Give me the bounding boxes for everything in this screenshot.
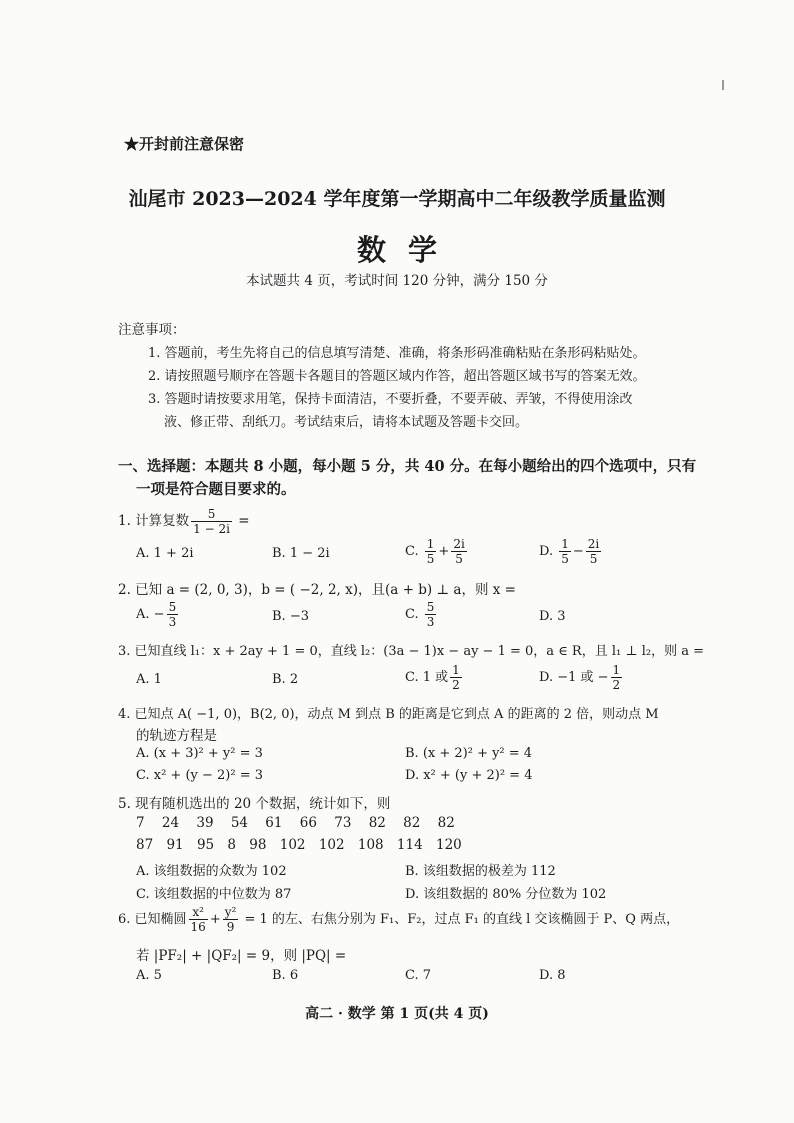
note-item: 2. 请按照题号顺序在答题卡各题目的答题区域内作答，超出答题区域书写的答案无效。 bbox=[148, 369, 646, 384]
exam-title: 汕尾市 2023—2024 学年度第一学期高中二年级教学质量监测 bbox=[128, 188, 666, 210]
question-4-continued: 的轨迹方程是 bbox=[136, 728, 217, 744]
question-1: 1. 计算复数 $\frac{5}{1 - 2i}$ = bbox=[118, 507, 250, 536]
q5-option-d: D. 该组数据的 80% 分位数为 102 bbox=[405, 887, 607, 902]
q5-option-b: B. 该组数据的极差为 112 bbox=[405, 864, 556, 879]
note-item: 1. 答题前，考生先将自己的信息填写清楚、准确，将条形码准确粘贴在条形码粘贴处。 bbox=[148, 346, 646, 361]
fraction: $\frac{5}{1 - 2i}$ bbox=[193, 507, 230, 536]
question-3: 3. 已知直线 l₁：x + 2ay + 1 = 0，直线 l₂：(3a − 1)x − ay − 1 = 0，a ∈ R，且 l₁ ⊥ l₂，则 a = bbox=[118, 644, 704, 659]
section-heading-continued: 一项是符合题目要求的。 bbox=[136, 481, 296, 498]
data-row: 7 24 39 54 61 66 73 82 82 82 bbox=[136, 815, 455, 831]
question-6-continued: 若 |PF₂| + |QF₂| = 9，则 |PQ| = bbox=[136, 948, 347, 964]
question-1-stem: 1. 计算复数 bbox=[118, 513, 190, 529]
notes-heading: 注意事项： bbox=[118, 322, 186, 338]
data-row: 87 91 95 8 98 102 102 108 114 120 bbox=[136, 837, 462, 853]
note-item: 3. 答题时请按要求用笔，保持卡面清洁，不要折叠，不要弄破、弄皱，不得使用涂改 bbox=[148, 392, 633, 407]
q4-option-d: D. x² + (y + 2)² = 4 bbox=[405, 768, 533, 783]
q6-option-d: D. 8 bbox=[539, 968, 566, 983]
q4-option-c: C. x² + (y − 2)² = 3 bbox=[136, 768, 264, 783]
question-6: 6. 已知椭圆 $\frac{\text{x²}}{16}$ + $\frac{\text{y²}}{9}$ = 1 的左、右焦分别为 F₁、F₂，过点 F₁ 的直线 l 交该椭圆于 P、Q 两点， bbox=[118, 905, 680, 934]
confidential-notice: ★开封前注意保密 bbox=[124, 135, 245, 153]
note-item-continued: 液、修正带、刮纸刀。考试结束后，请将本试题及答题卡交回。 bbox=[164, 415, 529, 430]
q3-option-d: D. −1 或 − $\frac{1}{2}$ bbox=[539, 663, 621, 692]
exam-info: 本试题共 4 页，考试时间 120 分钟，满分 150 分 bbox=[246, 273, 548, 289]
q3-option-a: A. 1 bbox=[136, 672, 162, 687]
q4-option-a: A. (x + 3)² + y² = 3 bbox=[136, 746, 263, 761]
section-heading: 一、选择题：本题共 8 小题，每小题 5 分，共 40 分。在每小题给出的四个选项中，只有 bbox=[118, 458, 697, 475]
scan-speck bbox=[722, 80, 724, 90]
q1-option-b: B. 1 − 2i bbox=[272, 546, 330, 561]
q3-option-b: B. 2 bbox=[272, 672, 299, 687]
q1-option-d: D. $\frac{1}{5}$ − $\frac{2i}{5}$ bbox=[539, 537, 600, 566]
q5-option-a: A. 该组数据的众数为 102 bbox=[136, 864, 287, 879]
q1-option-a: A. 1 + 2i bbox=[136, 546, 194, 561]
subject-title: 数学 bbox=[356, 233, 459, 267]
q2-option-c: C. $\frac{5}{3}$ bbox=[405, 600, 435, 629]
question-2: 2. 已知 a = (2, 0, 3)，b = ( −2, 2, x)，且(a + b) ⊥ a，则 x = bbox=[118, 582, 516, 598]
q5-option-c: C. 该组数据的中位数为 87 bbox=[136, 887, 292, 902]
q2-option-d: D. 3 bbox=[539, 609, 566, 624]
q6-option-c: C. 7 bbox=[405, 968, 432, 983]
question-5: 5. 现有随机选出的 20 个数据，统计如下，则 bbox=[118, 796, 391, 812]
q3-option-c: C. 1 或 $\frac{1}{2}$ bbox=[405, 663, 460, 692]
q2-option-b: B. −3 bbox=[272, 609, 309, 624]
q2-option-a: A. − $\frac{5}{3}$ bbox=[136, 600, 177, 629]
q1-option-c: C. $\frac{1}{5}$ + $\frac{2i}{5}$ bbox=[405, 537, 465, 566]
q4-option-b: B. (x + 2)² + y² = 4 bbox=[405, 746, 533, 761]
q6-option-b: B. 6 bbox=[272, 968, 299, 983]
page-footer: 高二 · 数学 第 1 页(共 4 页) bbox=[305, 1006, 489, 1022]
question-4: 4. 已知点 A( −1, 0)，B(2, 0)，动点 M 到点 B 的距离是它到点 A 的距离的 2 倍，则动点 M bbox=[118, 707, 659, 722]
q6-option-a: A. 5 bbox=[136, 968, 162, 983]
